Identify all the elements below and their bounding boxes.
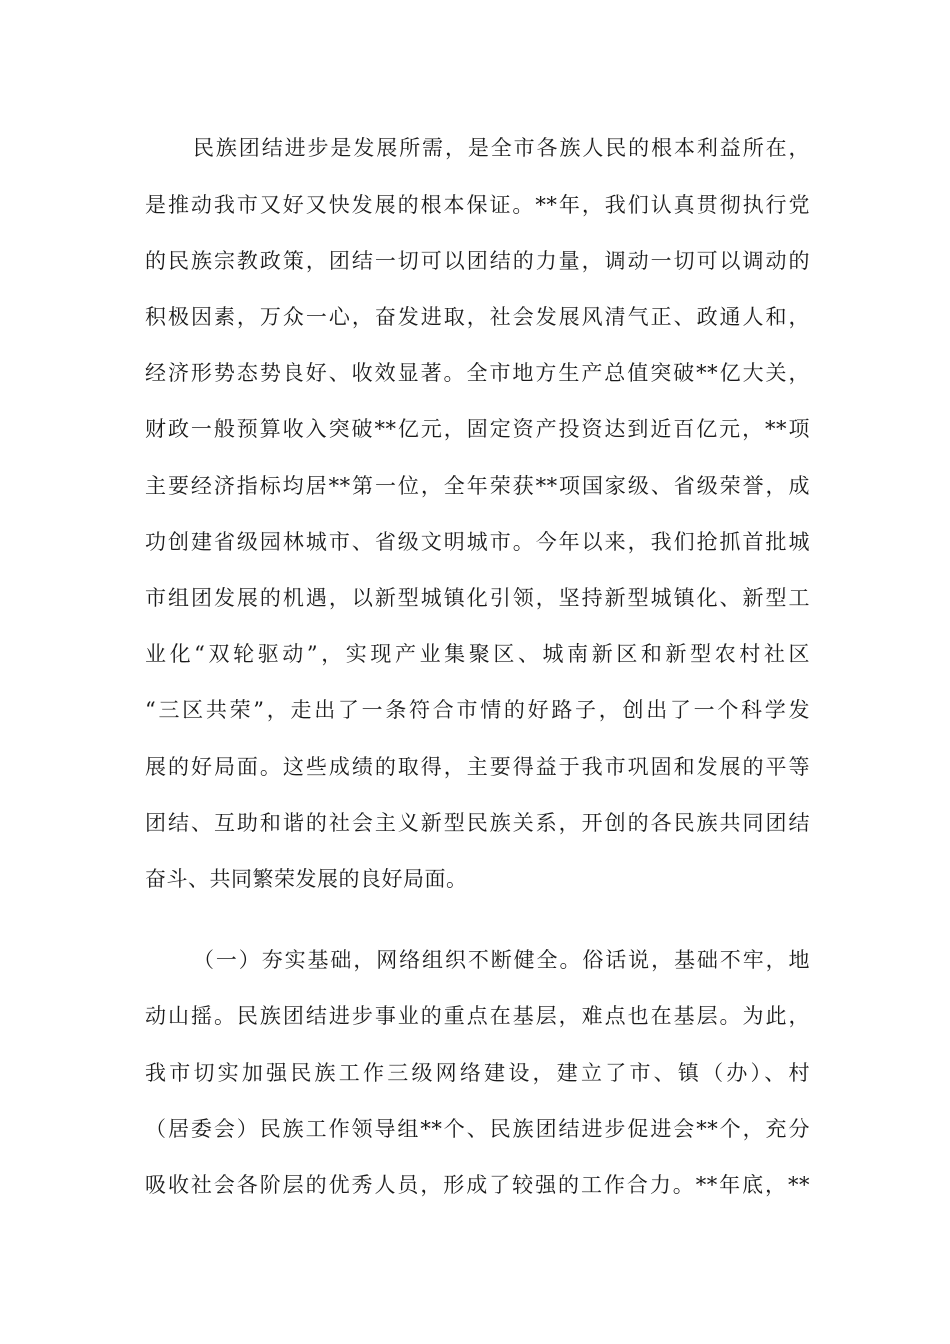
paragraph-1-line-11: “三区共荣”，走出了一条符合市情的好路子，创出了一个科学发 [145, 698, 810, 722]
paragraph-1-line-6: 财政一般预算收入突破**亿元，固定资产投资达到近百亿元，**项 [145, 417, 810, 441]
paragraph-1-line-12: 展的好局面。这些成绩的取得，主要得益于我市巩固和发展的平等 [145, 755, 810, 779]
paragraph-1-line-10: 业化“双轮驱动”，实现产业集聚区、城南新区和新型农村社区 [145, 642, 810, 666]
paragraph-1-line-7: 主要经济指标均居**第一位，全年荣获**项国家级、省级荣誉，成 [145, 474, 810, 498]
paragraph-1-line-3: 的民族宗教政策，团结一切可以团结的力量，调动一切可以调动的 [145, 249, 810, 273]
paragraph-1-line-4: 积极因素，万众一心，奋发进取，社会发展风清气正、政通人和， [145, 305, 810, 329]
paragraph-2-line-1: （一）夯实基础，网络组织不断健全。俗话说，基础不牢，地 [193, 948, 810, 972]
paragraph-2-line-5: 吸收社会各阶层的优秀人员，形成了较强的工作合力。**年底，** [145, 1173, 810, 1197]
paragraph-1-line-1: 民族团结进步是发展所需，是全市各族人民的根本利益所在， [193, 136, 810, 160]
paragraph-1-line-5: 经济形势态势良好、收效显著。全市地方生产总值突破**亿大关， [145, 361, 810, 385]
paragraph-2-line-2: 动山摇。民族团结进步事业的重点在基层，难点也在基层。为此， [145, 1004, 810, 1028]
paragraph-1-line-14: 奋斗、共同繁荣发展的良好局面。 [145, 867, 468, 891]
paragraph-1-line-8: 功创建省级园林城市、省级文明城市。今年以来，我们抢抓首批城 [145, 530, 810, 554]
paragraph-1-line-2: 是推动我市又好又快发展的根本保证。**年，我们认真贯彻执行党 [145, 193, 810, 217]
paragraph-2-line-4: （居委会）民族工作领导组**个、民族团结进步促进会**个，充分 [145, 1117, 810, 1141]
paragraph-2-line-3: 我市切实加强民族工作三级网络建设，建立了市、镇（办）、村 [145, 1061, 810, 1085]
paragraph-1-line-13: 团结、互助和谐的社会主义新型民族关系，开创的各民族共同团结 [145, 811, 810, 835]
paragraph-1-line-9: 市组团发展的机遇，以新型城镇化引领，坚持新型城镇化、新型工 [145, 586, 810, 610]
